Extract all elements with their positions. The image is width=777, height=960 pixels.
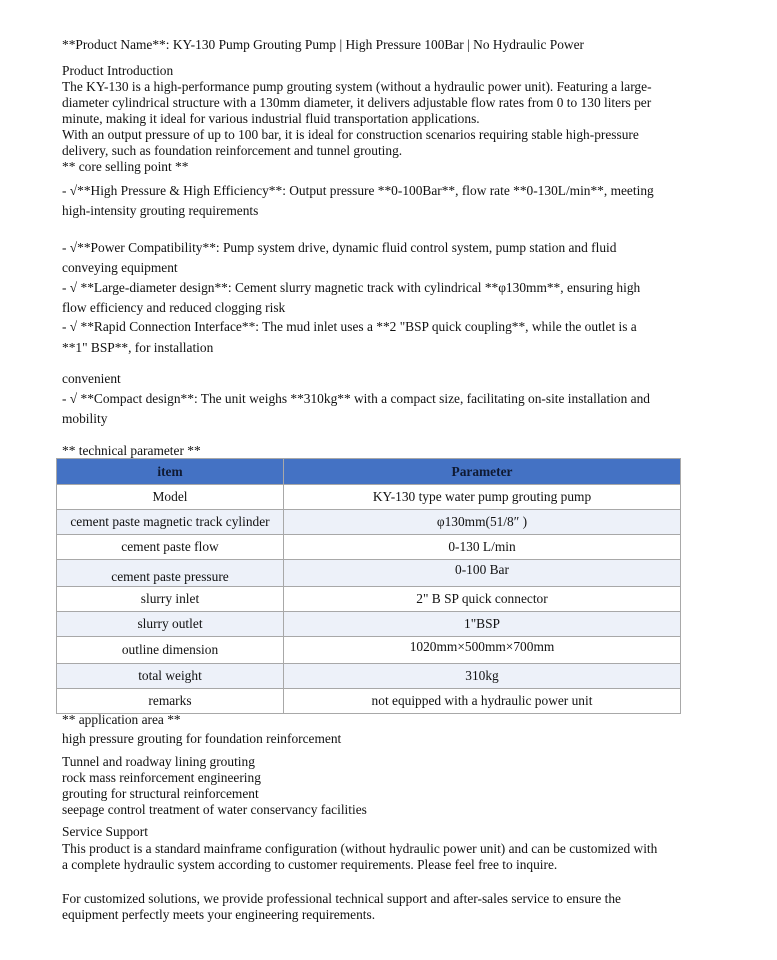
selling-point-item [62, 316, 677, 358]
service-line: equipment perfectly meets your engineering requirements. [62, 907, 376, 922]
cell-parameter: not equipped with a hydraulic power unit [284, 689, 681, 714]
selling-point-line: - √**Power Compatibility**: Pump system drive, dynamic fluid control system, pump station and fluid [62, 240, 617, 255]
table-row [57, 510, 681, 535]
table-row [57, 535, 681, 560]
cell-item: cement paste magnetic track cylinder [57, 510, 284, 535]
table-row [57, 612, 681, 637]
service-heading: Service Support [62, 824, 148, 839]
table-header-row [57, 459, 681, 485]
table-row [57, 689, 681, 714]
selling-point-line: - √ **Large-diameter design**: Cement slurry magnetic track with cylindrical **φ130mm**, ensuring high [62, 280, 641, 295]
selling-point-item [62, 238, 677, 278]
cell-parameter: 1020mm×500mm×700mm [284, 637, 681, 664]
table-row [57, 485, 681, 510]
selling-points-heading: ** core selling point ** [62, 159, 189, 174]
intro-paragraph [62, 79, 677, 159]
service-paragraph [62, 891, 677, 923]
selling-point-line: conveying equipment [62, 260, 178, 275]
service-line: a complete hydraulic system according to customer requirements. Please feel free to inquire. [62, 857, 558, 872]
column-header-parameter: Parameter [284, 459, 681, 485]
cell-parameter: KY-130 type water pump grouting pump [284, 485, 681, 510]
selling-point-line: **1" BSP**, for installation [62, 340, 214, 355]
cell-item: slurry inlet [57, 587, 284, 612]
selling-point-line: high-intensity grouting requirements [62, 203, 259, 218]
cell-parameter: 0-130 L/min [284, 535, 681, 560]
cell-item: total weight [57, 664, 284, 689]
table-row [57, 637, 681, 664]
selling-point-line: - √ **Compact design**: The unit weighs **310kg** with a compact size, facilitating on-site installation and [62, 391, 650, 406]
application-list [62, 754, 677, 818]
application-item: rock mass reinforcement engineering [62, 770, 261, 785]
cell-item: outline dimension [57, 637, 284, 664]
technical-parameter-table [56, 458, 681, 714]
selling-point-line: - √ **Rapid Connection Interface**: The mud inlet uses a **2 "BSP quick coupling**, while the outlet is a [62, 319, 637, 334]
service-paragraph [62, 841, 677, 873]
selling-point-continuation: convenient [62, 371, 121, 386]
selling-point-item [62, 278, 677, 318]
selling-point-line: - √**High Pressure & High Efficiency**: Output pressure **0-100Bar**, flow rate **0-130L/min**, meeting [62, 183, 654, 198]
selling-point-item [62, 389, 677, 429]
table-row [57, 560, 681, 587]
cell-parameter: 0-100 Bar [284, 560, 681, 587]
intro-line: diameter cylindrical structure with a 130mm diameter, it delivers adjustable flow rates from 0 to 130 liters per [62, 95, 652, 110]
column-header-item: item [57, 459, 284, 485]
cell-parameter: 2" B SP quick connector [284, 587, 681, 612]
service-line: This product is a standard mainframe configuration (without hydraulic power unit) and can be customized with [62, 841, 658, 856]
product-name-line: **Product Name**: KY-130 Pump Grouting Pump | High Pressure 100Bar | No Hydraulic Power [62, 37, 584, 52]
cell-item: slurry outlet [57, 612, 284, 637]
cell-item: cement paste flow [57, 535, 284, 560]
intro-heading: Product Introduction [62, 63, 174, 78]
application-item: Tunnel and roadway lining grouting [62, 754, 255, 769]
cell-item: remarks [57, 689, 284, 714]
table-row [57, 587, 681, 612]
application-heading: ** application area ** [62, 712, 181, 727]
cell-item: cement paste pressure [57, 560, 284, 587]
intro-line: With an output pressure of up to 100 bar, it is ideal for construction scenarios requiring stable high-pressure [62, 127, 639, 142]
selling-point-line: mobility [62, 411, 108, 426]
application-item: high pressure grouting for foundation reinforcement [62, 731, 342, 746]
application-item: grouting for structural reinforcement [62, 786, 259, 801]
intro-line: The KY-130 is a high-performance pump grouting system (without a hydraulic power unit). Featuring a large- [62, 79, 652, 94]
cell-item: Model [57, 485, 284, 510]
cell-parameter: 1"BSP [284, 612, 681, 637]
selling-point-line: flow efficiency and reduced clogging risk [62, 300, 286, 315]
application-item: seepage control treatment of water conservancy facilities [62, 802, 367, 817]
technical-heading: ** technical parameter ** [62, 443, 201, 458]
table-row [57, 664, 681, 689]
intro-line: minute, making it ideal for various industrial fluid transportation applications. [62, 111, 480, 126]
cell-parameter: φ130mm(51/8″ ) [284, 510, 681, 535]
selling-point-item [62, 181, 677, 221]
cell-parameter: 310kg [284, 664, 681, 689]
service-line: For customized solutions, we provide professional technical support and after-sales service to ensure the [62, 891, 621, 906]
intro-line: delivery, such as foundation reinforcement and tunnel grouting. [62, 143, 403, 158]
